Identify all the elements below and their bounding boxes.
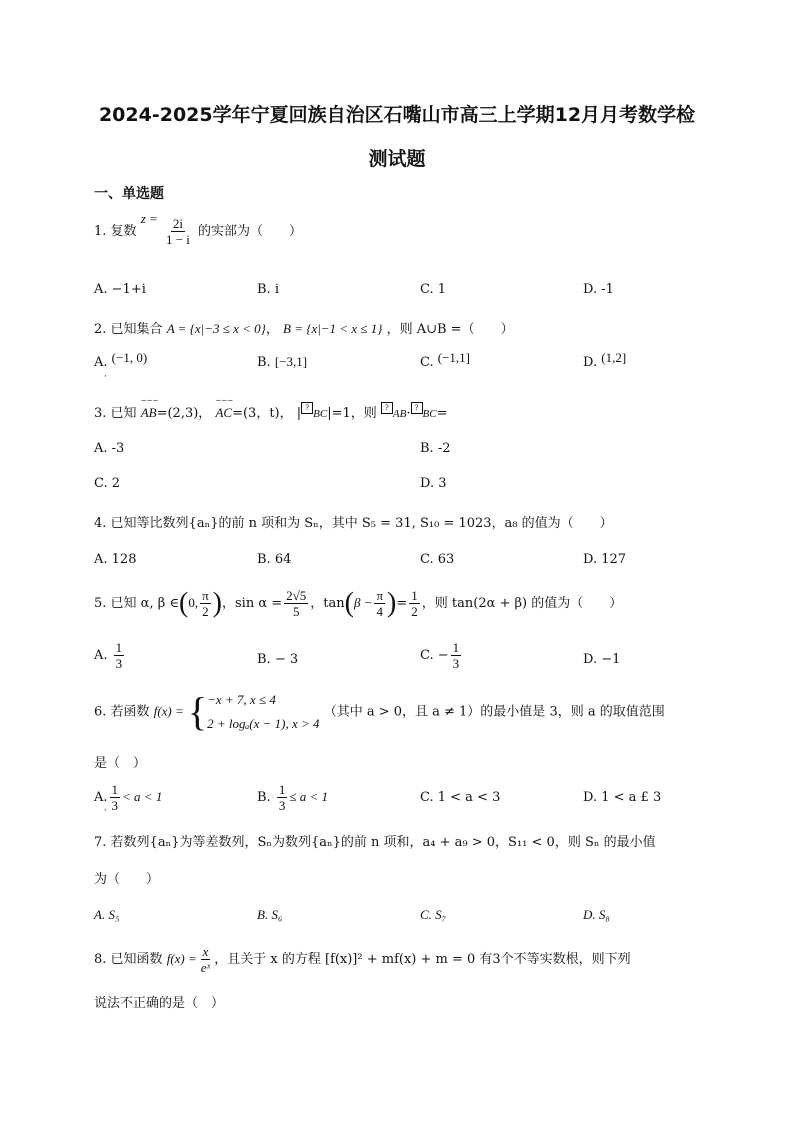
q6-option-b: B. $\frac{1}{3}$ ≤ a < 1 xyxy=(257,782,328,813)
q4-option-a: A. 128 xyxy=(94,552,137,567)
q5-pi-over-2: $\frac{\pi}{2}$ xyxy=(202,588,209,619)
q1-option-d: D. -1 xyxy=(583,282,614,297)
q2-text: 已知集合 xyxy=(110,322,163,337)
q2-comma: ， xyxy=(265,322,279,337)
q6-option-d: D. 1 < a £ 3 xyxy=(583,790,662,805)
q3-text: 已知 xyxy=(110,406,137,421)
q5-option-a: A. $\frac{1}{3}$ xyxy=(94,640,123,671)
q3-vector-ab-arrow: ⌣⌣⌣ xyxy=(140,395,159,405)
q6-option-c: C. 1 < a < 3 xyxy=(420,790,501,805)
q2-option-b-value: [−3,1] xyxy=(274,354,308,369)
q4-number: 4. xyxy=(94,516,107,531)
q3-placeholder-icon-1: ? xyxy=(301,402,313,414)
q5-one-half: $\frac{1}{2}$ xyxy=(411,588,418,619)
q5-sin-fraction: $\frac{2√5}{5}$ xyxy=(286,588,307,619)
q5-option-b: B. − 3 xyxy=(257,652,299,667)
q1-denominator: 1 − i xyxy=(165,232,190,247)
question-4 xyxy=(94,512,613,531)
q6-brace: { xyxy=(187,689,208,734)
q1-tail: 的实部为（ ） xyxy=(198,224,303,239)
q2-option-c-value: (−1,1] xyxy=(437,350,471,365)
q3-vector-ab: ⌣⌣⌣ AB xyxy=(140,395,159,420)
question-5 xyxy=(94,588,622,619)
q5-option-a-fraction: $\frac{1}{3}$ xyxy=(115,640,123,671)
q3-option-c: C. 2 xyxy=(94,476,121,491)
q4-option-b: B. 64 xyxy=(257,552,292,567)
q5-paren-left: ( xyxy=(179,587,189,619)
q5-equals: = xyxy=(396,596,408,611)
q5-interval-left: 0, xyxy=(188,595,199,610)
q6-text2: （其中 a > 0，且 a ≠ 1）的最小值是 3，则 a 的取值范围 xyxy=(323,704,665,720)
q7-option-a: A. S₅ xyxy=(94,907,120,922)
q3-option-b: B. -2 xyxy=(420,441,451,456)
q1-number: 1. xyxy=(94,224,107,239)
q3-option-a: A. -3 xyxy=(94,441,125,456)
question-2 xyxy=(94,318,514,337)
page-title-line1: 2024-2025学年宁夏回族自治区石嘴山市高三上学期12月月考数学检 xyxy=(98,104,696,126)
q2-option-c xyxy=(420,350,471,370)
question-1 xyxy=(94,211,303,247)
question-8 xyxy=(94,944,631,975)
q8-fx: f(x) = xyxy=(166,951,197,966)
q6-option-a-fraction: $\frac{1}{3}$ xyxy=(111,782,119,813)
q2-option-a-value: (−1, 0) xyxy=(111,350,148,365)
q6-case-2: 2 + logₐ(x − 1), x > 4 xyxy=(207,716,320,731)
q5-text1: 已知 α, β ∈ xyxy=(110,596,179,611)
q3-bc-dot: BC xyxy=(422,408,437,420)
q2-option-a-label: A. xyxy=(94,355,108,370)
q5-pi-over-4: $\frac{\pi}{4}$ xyxy=(376,588,384,619)
q7-line2: 为（ ） xyxy=(94,872,160,887)
q2-tail: ，则 A∪B =（ ） xyxy=(386,322,514,337)
question-7 xyxy=(94,831,656,850)
q2-option-b xyxy=(257,354,307,370)
q6-line2: 是（ ） xyxy=(94,756,147,771)
q1-numerator: 2i xyxy=(172,216,183,231)
q6-option-a: A. $\frac{1}{3}$ < a < 1 xyxy=(94,782,163,813)
q2-number: 2. xyxy=(94,322,107,337)
q3-ac-value: =(3，t)， xyxy=(232,406,293,421)
q1-option-a: A. −1+i xyxy=(94,282,146,297)
q6-option-b-fraction: $\frac{1}{3}$ xyxy=(278,782,286,813)
q1-text: 复数 xyxy=(110,224,137,239)
q3-vector-ac: ⌣⌣⌣ AC xyxy=(215,395,234,420)
q2-option-d-label: D. xyxy=(583,355,598,370)
q4-option-d: D. 127 xyxy=(583,552,627,567)
q6-cases xyxy=(207,688,319,736)
q5-option-c-fraction: $\frac{1}{3}$ xyxy=(452,640,460,671)
section-heading: 一、单选题 xyxy=(94,186,164,202)
q1-fraction xyxy=(164,216,192,247)
q4-option-c: C. 63 xyxy=(420,552,455,567)
q4-text: 已知等比数列{aₙ}的前 n 项和为 Sₙ，其中 S₅ = 31, S₁₀ = 1023，a₈ 的值为（ ） xyxy=(110,516,613,531)
q8-text1: 已知函数 xyxy=(110,952,163,967)
page-title-line2: 测试题 xyxy=(368,148,426,170)
q7-option-d: D. S₈ xyxy=(583,907,610,922)
q6-case-1: −x + 7, x ≤ 4 xyxy=(207,692,276,707)
q7-number: 7. xyxy=(94,835,107,850)
q5-tan-paren-right: ) xyxy=(387,587,397,619)
q5-text3: ，tan xyxy=(310,596,345,611)
q3-number: 3. xyxy=(94,406,107,421)
q2-set-a: A = {x|−3 ≤ x < 0} xyxy=(166,321,266,336)
q2-dot-mark: · xyxy=(104,372,107,382)
q2-option-a xyxy=(94,350,148,370)
q2-option-c-label: C. xyxy=(420,355,434,370)
q3-placeholder-icon-3: ? xyxy=(411,402,423,414)
q5-tan-arg: β − xyxy=(353,595,373,610)
q5-text2: ，sin α = xyxy=(221,596,283,611)
q2-option-d xyxy=(583,350,627,370)
q3-bc-abs: | ? BC xyxy=(296,404,328,421)
q7-option-b: B. S₆ xyxy=(257,907,283,922)
q1-option-b: B. i xyxy=(257,282,279,297)
q5-tan-paren-left: ( xyxy=(344,587,354,619)
q3-option-d: D. 3 xyxy=(420,476,447,491)
q7-option-c: C. S₇ xyxy=(420,907,447,922)
q2-option-d-value: (1,2] xyxy=(601,350,627,365)
q5-paren-right: ) xyxy=(212,587,222,619)
q6-text1: 若函数 xyxy=(110,704,150,720)
q6-fx: f(x) = xyxy=(153,703,184,719)
q3-tail: = xyxy=(436,406,448,421)
question-3: 3. 已知 ⌣⌣⌣ AB=(2,3)， ⌣⌣⌣ AC=(3，t)， | ? BC|=1，则 ? AB· ? BC= xyxy=(94,395,448,421)
q5-option-d: D. −1 xyxy=(583,652,621,667)
q1-option-c: C. 1 xyxy=(420,282,447,297)
q7-text: 若数列{aₙ}为等差数列，Sₙ为数列{aₙ}的前 n 项和，a₄ + a₉ > 0，S₁₁ < 0，则 Sₙ 的最小值 xyxy=(110,835,656,850)
q6-number: 6. xyxy=(94,704,107,720)
q3-placeholder-icon-2: ? xyxy=(381,402,393,414)
q1-z-lhs: z = xyxy=(140,211,158,226)
q5-option-c: C. − $\frac{1}{3}$ xyxy=(420,640,460,671)
q8-number: 8. xyxy=(94,952,107,967)
q3-ab-value: =(2,3)， xyxy=(156,406,212,421)
question-6 xyxy=(94,688,665,736)
q5-number: 5. xyxy=(94,596,107,611)
q2-set-b: B = {x|−1 < x ≤ 1} xyxy=(283,321,383,336)
q2-option-b-label: B. xyxy=(257,355,271,370)
q3-bc-value: |=1，则 xyxy=(327,406,377,421)
q8-fraction: $\frac{x}{\text{eˣ}}$ xyxy=(200,944,211,975)
q6-dot-mark: · xyxy=(104,806,107,816)
q8-text2: ，且关于 x 的方程 [f(x)]² + mf(x) + m = 0 有3个不等实数根，则下列 xyxy=(214,952,631,967)
q5-text4: ，则 tan(2α + β) 的值为（ ） xyxy=(421,596,623,611)
q8-line2: 说法不正确的是（ ） xyxy=(94,996,225,1011)
q3-vector-ac-arrow: ⌣⌣⌣ xyxy=(215,395,234,405)
q3-ab-dot: AB xyxy=(392,408,407,420)
